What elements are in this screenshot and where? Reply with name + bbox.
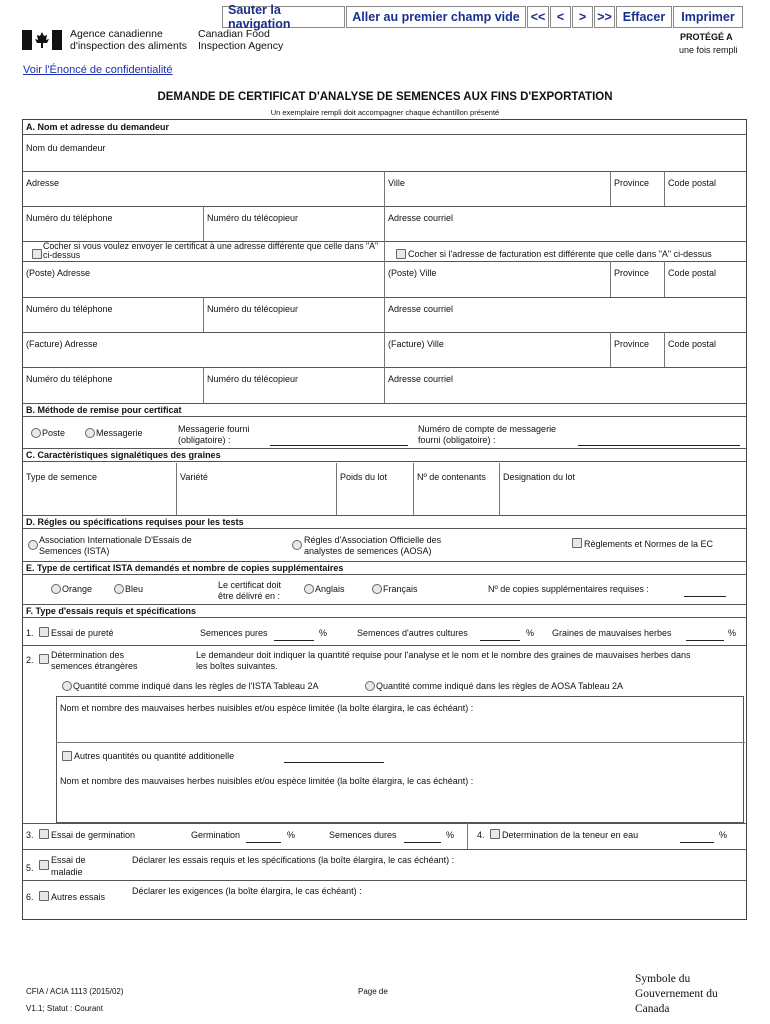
section-d-header (22, 515, 747, 529)
cert-orange-label: Orange (62, 584, 93, 594)
post-address-label: (Poste) Adresse (26, 268, 91, 278)
weed-seeds-pct: % (728, 628, 737, 638)
moisture-test-checkbox[interactable] (490, 829, 500, 839)
lot-weight-label: Poids du lot (340, 472, 388, 482)
last-page-button[interactable]: >> (594, 6, 615, 28)
foreign-seeds-note-2: les boîtes suivantes. (196, 661, 278, 671)
form-navigation (222, 3, 744, 31)
post-city-label: (Poste) Ville (388, 268, 437, 278)
section-c-title: C. Caractèristiques signalétiques des graines (26, 450, 221, 460)
qty-ista-radio[interactable] (62, 681, 72, 691)
section-f-header (22, 604, 747, 618)
pure-seeds-field[interactable] (274, 640, 314, 641)
billing-different-address-checkbox[interactable] (396, 249, 406, 259)
bill-postal-code-label: Code postal (668, 339, 717, 349)
cert-blue-label: Bleu (125, 584, 144, 594)
cert-blue-radio[interactable] (114, 584, 124, 594)
previous-page-button[interactable]: < (550, 6, 571, 28)
skip-navigation-button[interactable]: Sauter la navigation (222, 6, 345, 28)
noxious-weeds-label-1: Nom et nombre des mauvaises herbes nuisibles et/ou espèce limitée (la boîte élargira, le cas échéant) : (60, 703, 474, 713)
test-3-number: 3. (26, 830, 34, 840)
hard-seeds-pct: % (446, 830, 455, 840)
cert-english-label: Anglais (315, 584, 345, 594)
cert-orange-radio[interactable] (51, 584, 61, 594)
other-crops-pct: % (526, 628, 535, 638)
courier-account-label-1: Numéro de compte de messagerie (418, 424, 557, 434)
courier-provided-label-1: Messagerie fourni (178, 424, 250, 434)
privacy-statement-link[interactable]: Voir l'Énoncé de confidentialité (23, 64, 173, 76)
germination-pct: % (287, 830, 296, 840)
cert-french-radio[interactable] (372, 584, 382, 594)
government-symbol-line3: Canada (635, 1003, 670, 1015)
courier-provided-label-2: (obligatoire) : (178, 435, 231, 445)
test-6-number: 6. (26, 892, 34, 902)
version-status: V1.1; Statut : Courant (26, 1004, 103, 1013)
form-title: DEMANDE DE CERTIFICAT D'ANALYSE DE SEMENCES AUX FINS D'EXPORTATION (157, 91, 613, 103)
city-label: Ville (388, 178, 405, 188)
bill-fax-label: Numéro du télécopieur (207, 374, 299, 384)
section-f-title: F. Type d'essais requis et spécifications (26, 606, 197, 616)
postal-code-label: Code postal (668, 178, 717, 188)
rules-ec-label: Règlements et Normes de la EC (584, 539, 714, 549)
qty-aosa-radio[interactable] (365, 681, 375, 691)
test-4-number: 4. (477, 830, 485, 840)
other-tests-checkbox[interactable] (39, 891, 49, 901)
agency-name-fr-line2: d'inspection des aliments (70, 40, 187, 52)
canada-flag-icon (22, 30, 62, 50)
bill-province-label: Province (614, 339, 650, 349)
bill-email-label: Adresse courriel (388, 374, 454, 384)
rules-ista-label-1: Association Internationale D'Essais de (39, 535, 192, 545)
extra-copies-field[interactable] (684, 596, 726, 597)
delivery-courier-radio[interactable] (85, 428, 95, 438)
first-empty-field-button[interactable]: Aller au premier champ vide (346, 6, 526, 28)
email-label: Adresse courriel (388, 213, 454, 223)
agency-name-en-line2: Inspection Agency (198, 40, 284, 52)
foreign-seeds-label-2: semences étrangères (51, 661, 138, 671)
rules-ista-label-2: Semences (ISTA) (39, 546, 110, 556)
other-crops-field[interactable] (480, 640, 520, 641)
foreign-seeds-checkbox[interactable] (39, 654, 49, 664)
noxious-weeds-field-1[interactable] (58, 714, 742, 742)
phone-label: Numéro du téléphone (26, 213, 113, 223)
section-b-title: B. Méthode de remise pour certificat (26, 405, 182, 415)
clear-button[interactable]: Effacer (616, 6, 672, 28)
section-e-header (22, 561, 747, 575)
disease-test-checkbox[interactable] (39, 860, 49, 870)
lot-designation-label: Designation du lot (503, 472, 576, 482)
post-province-label: Province (614, 268, 650, 278)
section-a-title: A. Nom et adresse du demandeur (26, 122, 170, 132)
noxious-weeds-label-2: Nom et nombre des mauvaises herbes nuisibles et/ou espèce limitée (la boîte élargira, le cas échéant) : (60, 776, 474, 786)
qty-ista-label: Quantité comme indiqué dans les règles de l'ISTA Tableau 2A (73, 681, 319, 691)
when-filled-label: une fois rempli (679, 45, 738, 55)
germination-field[interactable] (246, 842, 281, 843)
bill-address-label: (Facture) Adresse (26, 339, 98, 349)
hard-seeds-label: Semences dures (329, 830, 397, 840)
form-number: CFIA / ACIA 1113 (2015/02) (26, 987, 124, 996)
next-page-button[interactable]: > (572, 6, 593, 28)
germination-label: Germination (191, 830, 241, 840)
print-button[interactable]: Imprimer (673, 6, 743, 28)
other-quantity-label: Autres quantités ou quantité additionelle (74, 751, 235, 761)
rules-ec-checkbox[interactable] (572, 538, 582, 548)
disease-test-label-2: maladie (51, 867, 83, 877)
other-tests-label: Autres essais (51, 892, 106, 902)
page-number: Page de (358, 987, 388, 996)
other-tests-note: Déclarer les exigences (la boîte élargira, le cas échéant) : (132, 886, 362, 896)
moisture-test-label: Determination de la teneur en eau (502, 830, 639, 840)
rules-aosa-label-1: Régles d'Association Officielle des (304, 535, 442, 545)
bill-phone-label: Numéro du téléphone (26, 374, 113, 384)
protected-label: PROTÉGÉ A (680, 32, 733, 42)
germination-test-checkbox[interactable] (39, 829, 49, 839)
section-d-title: D. Régles ou spécifications requises pour les tests (26, 517, 244, 527)
province-label: Province (614, 178, 650, 188)
post-email-label: Adresse courriel (388, 304, 454, 314)
test-1-number: 1. (26, 628, 34, 638)
delivery-post-label: Poste (42, 428, 66, 438)
purity-test-label: Essai de pureté (51, 628, 114, 638)
section-b-header (22, 403, 747, 417)
first-page-button[interactable]: << (527, 6, 549, 28)
seed-type-label: Type de semence (26, 472, 98, 482)
courier-account-field[interactable] (578, 445, 740, 446)
billing-different-address-label: Cocher si l'adresse de facturation est différente que celle dans "A" ci-dessus (408, 249, 712, 259)
other-quantity-checkbox[interactable] (62, 751, 72, 761)
applicant-name-field[interactable] (24, 153, 744, 170)
delivery-post-radio[interactable] (31, 428, 41, 438)
post-phone-label: Numéro du téléphone (26, 304, 113, 314)
section-c-header (22, 448, 747, 462)
germination-test-label: Essai de germination (51, 830, 136, 840)
cert-french-label: Français (383, 584, 418, 594)
mail-different-address-checkbox[interactable] (32, 249, 42, 259)
hard-seeds-field[interactable] (404, 842, 441, 843)
pure-seeds-label: Semences pures (200, 628, 268, 638)
other-quantity-field[interactable] (284, 762, 384, 763)
cert-language-label-1: Le certificat doit (218, 580, 282, 590)
disease-test-label-1: Essai de (51, 855, 86, 865)
agency-name-en-line1: Canadian Food (198, 28, 270, 40)
agency-name-fr-line1: Agence canadienne (70, 28, 163, 40)
section-a-header (22, 121, 747, 135)
weed-seeds-field[interactable] (686, 640, 724, 641)
test-5-number: 5. (26, 863, 34, 873)
cert-english-radio[interactable] (304, 584, 314, 594)
delivery-courier-label: Messagerie (96, 428, 143, 438)
other-crops-label: Semences d'autres cultures (357, 628, 468, 638)
moisture-field[interactable] (680, 842, 714, 843)
rules-aosa-radio[interactable] (292, 540, 302, 550)
government-symbol-line1: Symbole du (635, 973, 691, 985)
post-fax-label: Numéro du télécopieur (207, 304, 299, 314)
containers-label: Nº de contenants (417, 472, 486, 482)
post-postal-code-label: Code postal (668, 268, 717, 278)
form-subtitle: Un exemplaire rempli doit accompagner chaque échantillon présenté (270, 108, 500, 117)
government-symbol-line2: Gouvernement du (635, 988, 718, 1000)
moisture-pct: % (719, 830, 728, 840)
weed-seeds-label: Graines de mauvaises herbes (552, 628, 672, 638)
foreign-seeds-label-1: Détermination des (51, 650, 125, 660)
variety-label: Variété (180, 472, 208, 482)
address-label: Adresse (26, 178, 60, 188)
extra-copies-label: Nº de copies supplémentaires requises : (488, 584, 649, 594)
rules-aosa-label-2: analystes de semences (AOSA) (304, 546, 432, 556)
noxious-weeds-field-2[interactable] (58, 788, 742, 820)
foreign-seeds-note-1: Le demandeur doit indiquer la quantité requise pour l'analyse et le nom et le nombre des graines de mauvaises herbes dans (196, 650, 691, 660)
qty-aosa-label: Quantité comme indiqué dans les règles de AOSA Tableau 2A (376, 681, 623, 691)
applicant-name-label: Nom du demandeur (26, 143, 106, 153)
fax-label: Numéro du télécopieur (207, 213, 299, 223)
purity-test-checkbox[interactable] (39, 627, 49, 637)
cert-language-label-2: être délivré en : (218, 591, 281, 601)
disease-note: Déclarer les essais requis et les spécifications (la boîte élargira, le cas échéant) : (132, 855, 455, 865)
section-e-title: E. Type de certificat ISTA demandés et nombre de copies supplémentaires (26, 563, 344, 573)
test-2-number: 2. (26, 655, 34, 665)
courier-account-label-2: fourni (obligatoire) : (418, 435, 496, 445)
courier-provided-field[interactable] (270, 445, 408, 446)
pure-seeds-pct: % (319, 628, 328, 638)
mail-different-address-label: Cocher si vous voulez envoyer le certificat à une adresse différente que celle dans "A" ci-dessus (43, 241, 379, 260)
rules-ista-radio[interactable] (28, 540, 38, 550)
bill-city-label: (Facture) Ville (388, 339, 444, 349)
